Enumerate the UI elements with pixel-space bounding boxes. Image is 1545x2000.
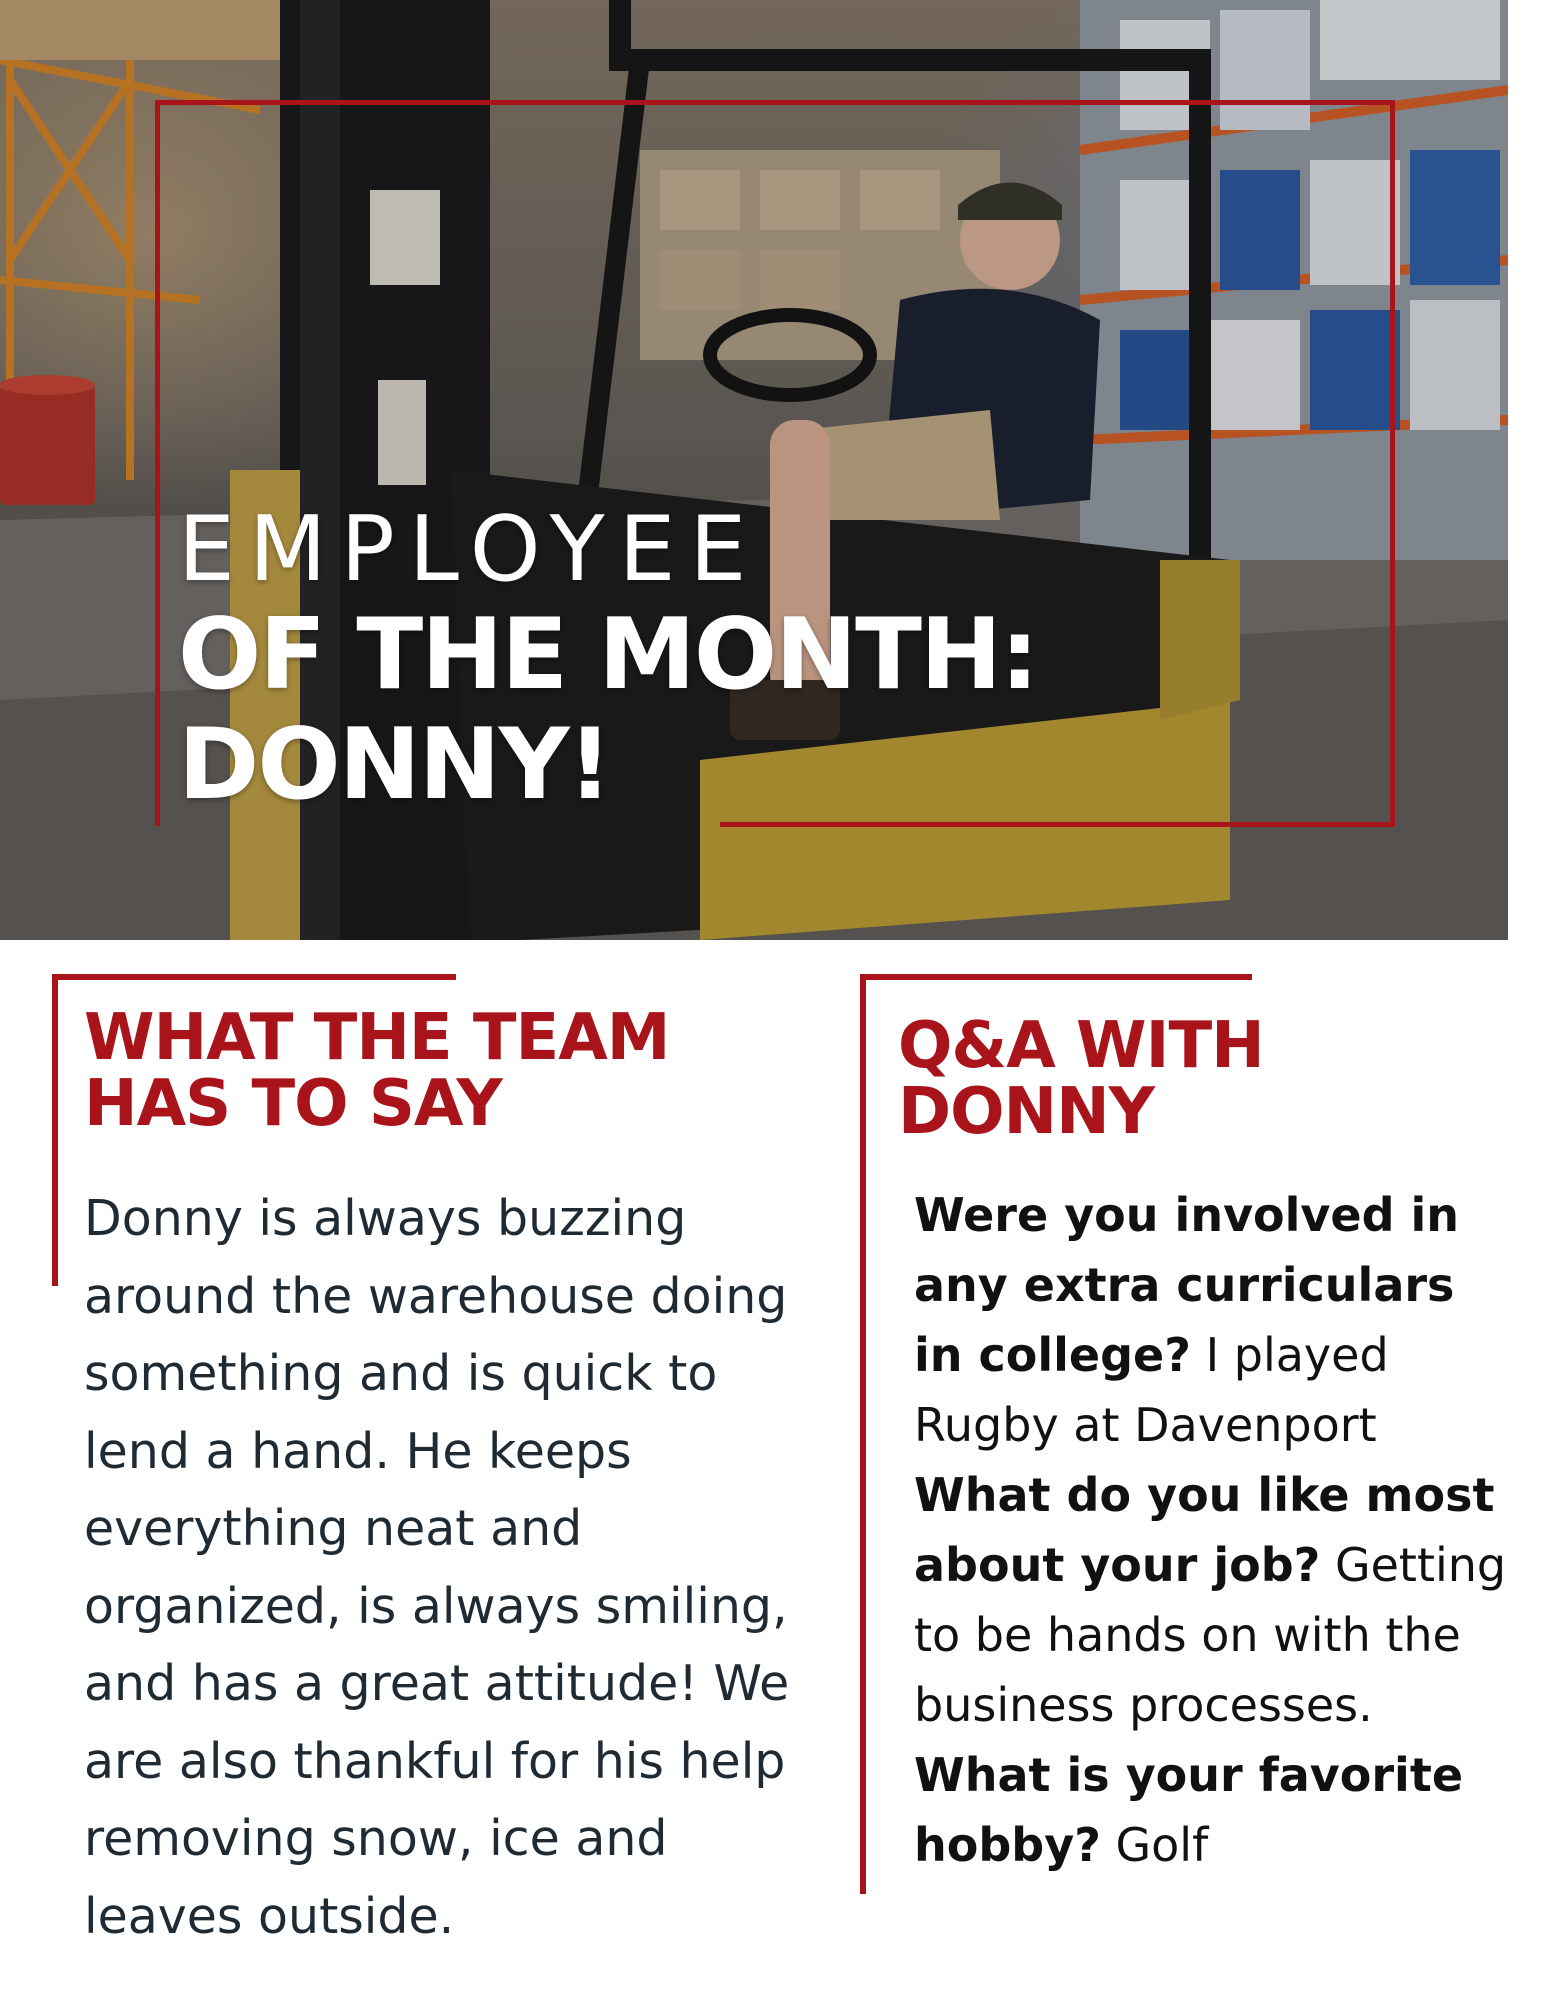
- hero-frame-bottom-rule: [720, 822, 1395, 827]
- team-heading-line2: HAS TO SAY: [84, 1067, 502, 1141]
- qa-list: [914, 1180, 1514, 1880]
- hero-photo: [0, 0, 1508, 940]
- qa-question: Were you involved in any extra curriculars in college?: [914, 1188, 1460, 1382]
- qa-question: What do you like most about your job?: [914, 1468, 1495, 1592]
- qa-answer: I played Rugby at Davenport: [914, 1328, 1389, 1452]
- qa-answer: Golf: [1115, 1818, 1209, 1872]
- qa-heading-line1: Q&A WITH: [898, 1009, 1264, 1083]
- qa-heading-line2: DONNY: [898, 1075, 1154, 1149]
- team-quote: Donny is always buzzing around the warehouse doing something and is quick to lend a hand. He keeps everything neat and organized, is always smiling, and has a great attitude! We are also thankful for his help removing snow, ice and leaves outside.: [84, 1190, 790, 1945]
- qa-question: What is your favorite hobby?: [914, 1748, 1464, 1872]
- qa-item: [914, 1180, 1514, 1460]
- team-heading-line1: WHAT THE TEAM: [84, 1001, 670, 1075]
- title-line-of-the-month: OF THE MONTH:: [178, 598, 1038, 712]
- qa-section-side-rule: [860, 974, 866, 1894]
- team-section-heading: [84, 1001, 670, 1141]
- page-title: [178, 497, 1038, 822]
- team-section-side-rule: [52, 974, 58, 1286]
- title-line-name: DONNY!: [178, 708, 611, 822]
- team-section-top-rule: [52, 974, 456, 980]
- title-line-employee: EMPLOYEE: [178, 497, 761, 602]
- qa-item: [914, 1460, 1514, 1740]
- qa-section-heading: [898, 1009, 1264, 1149]
- qa-item: [914, 1740, 1514, 1880]
- qa-section-top-rule: [860, 974, 1252, 980]
- qa-answer: Getting to be hands on with the business processes.: [914, 1538, 1507, 1732]
